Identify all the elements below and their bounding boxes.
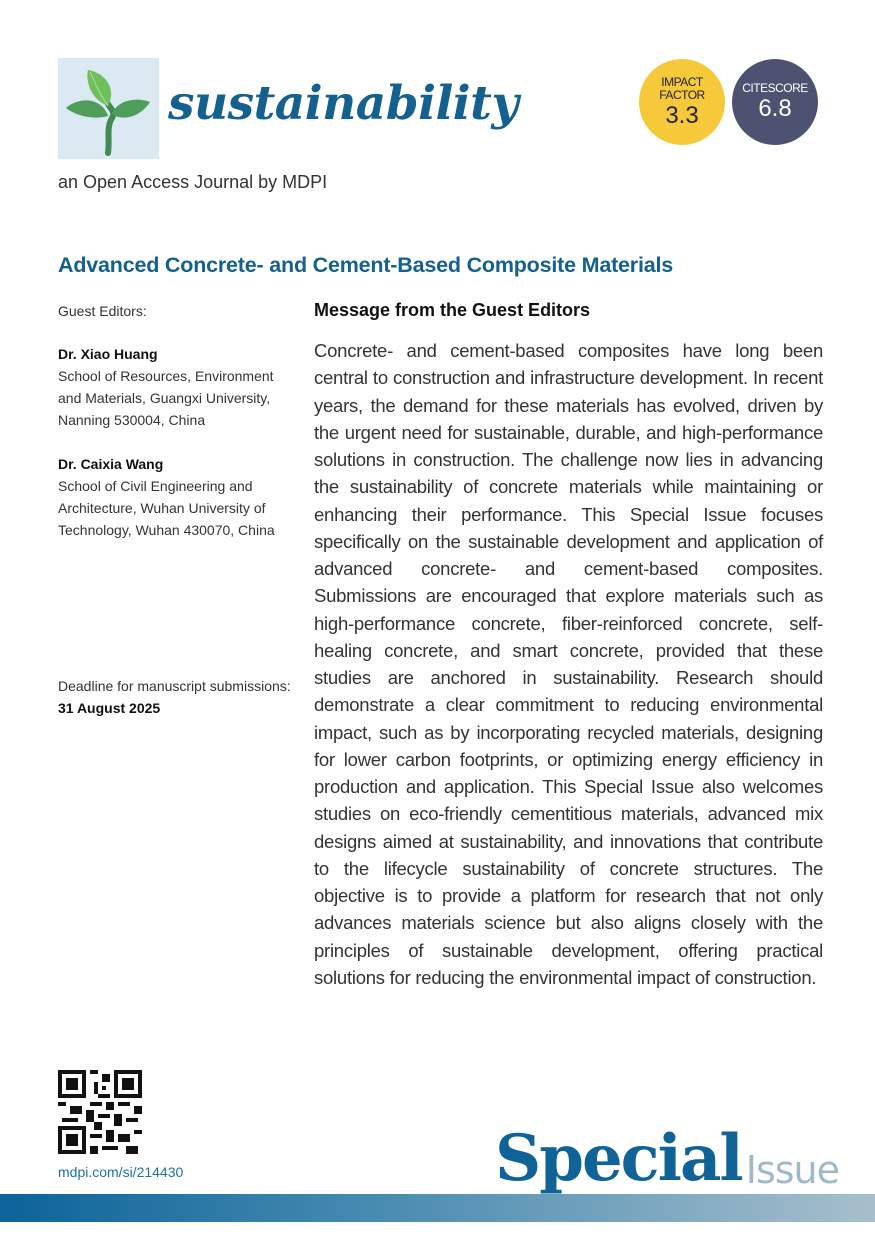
banner-special-word: Special <box>494 1121 742 1196</box>
citescore-label: CITESCORE <box>742 81 808 95</box>
qr-code-icon[interactable] <box>58 1070 142 1154</box>
impact-factor-badge <box>639 59 725 145</box>
impact-factor-value: 3.3 <box>665 101 699 129</box>
message-heading: Message from the Guest Editors <box>314 300 591 320</box>
editor-affiliation: School of Civil Engineering and Architecture, Wuhan University of Technology, Wuhan 430070, China <box>58 478 275 538</box>
impact-factor-label-1: IMPACT <box>661 74 703 89</box>
editor-affiliation: School of Resources, Environment and Materials, Guangxi University, Nanning 530004, China <box>58 368 274 428</box>
special-issue-banner <box>495 1117 839 1201</box>
guest-editors-section <box>58 300 293 541</box>
journal-tagline: an Open Access Journal by MDPI <box>58 172 328 192</box>
plant-sprout-icon <box>58 58 159 159</box>
special-issue-title: Advanced Concrete- and Cement-Based Composite Materials <box>58 253 674 277</box>
message-body: Concrete- and cement-based composites have long been central to construction and infrastructure development. In recent years, the demand for these materials has evolved, driven by the urgent need for sustainable, durable, and high-performance solutions in construction. The challenge now lies in advancing the sustainability of concrete materials while maintaining or enhancing their performance. This Special Issue focuses specifically on the sustainable development and application of advanced concrete- and cement-based composites. Submissions are encouraged that explore materials such as high-performance concrete, fiber-reinforced concrete, self-healing concrete, and smart concrete, provided that these studies are anchored in sustainability. Research should demonstrate a clear commitment to reducing environmental impact, such as by incorporating recycled materials, designing for lower carbon footprints, or optimizing energy efficiency in production and application. This Special Issue also welcomes studies on eco-friendly cementitious materials, advanced mix designs aimed at sustainability, and innovations that contribute to the lifecycle sustainability of concrete structures. The objective is to provide a platform for research that not only advances materials science but also aligns closely with the principles of sustainable development, offering practical solutions for reducing the environmental impact of construction. <box>314 340 823 988</box>
deadline-date: 31 August 2025 <box>58 700 161 716</box>
citescore-badge <box>732 59 818 145</box>
special-issue-link[interactable]: mdpi.com/si/214430 <box>58 1164 184 1180</box>
impact-factor-label-2: FACTOR <box>659 87 705 102</box>
citescore-value: 6.8 <box>758 95 792 122</box>
editor-name: Dr. Caixia Wang <box>58 456 164 472</box>
journal-logo <box>58 58 159 159</box>
deadline-section <box>58 675 293 719</box>
editor-name: Dr. Xiao Huang <box>58 346 158 362</box>
guest-editors-label: Guest Editors: <box>58 303 147 319</box>
deadline-label: Deadline for manuscript submissions: <box>58 678 291 694</box>
journal-name: sustainability <box>168 76 519 131</box>
banner-issue-word: Issue <box>745 1148 839 1192</box>
